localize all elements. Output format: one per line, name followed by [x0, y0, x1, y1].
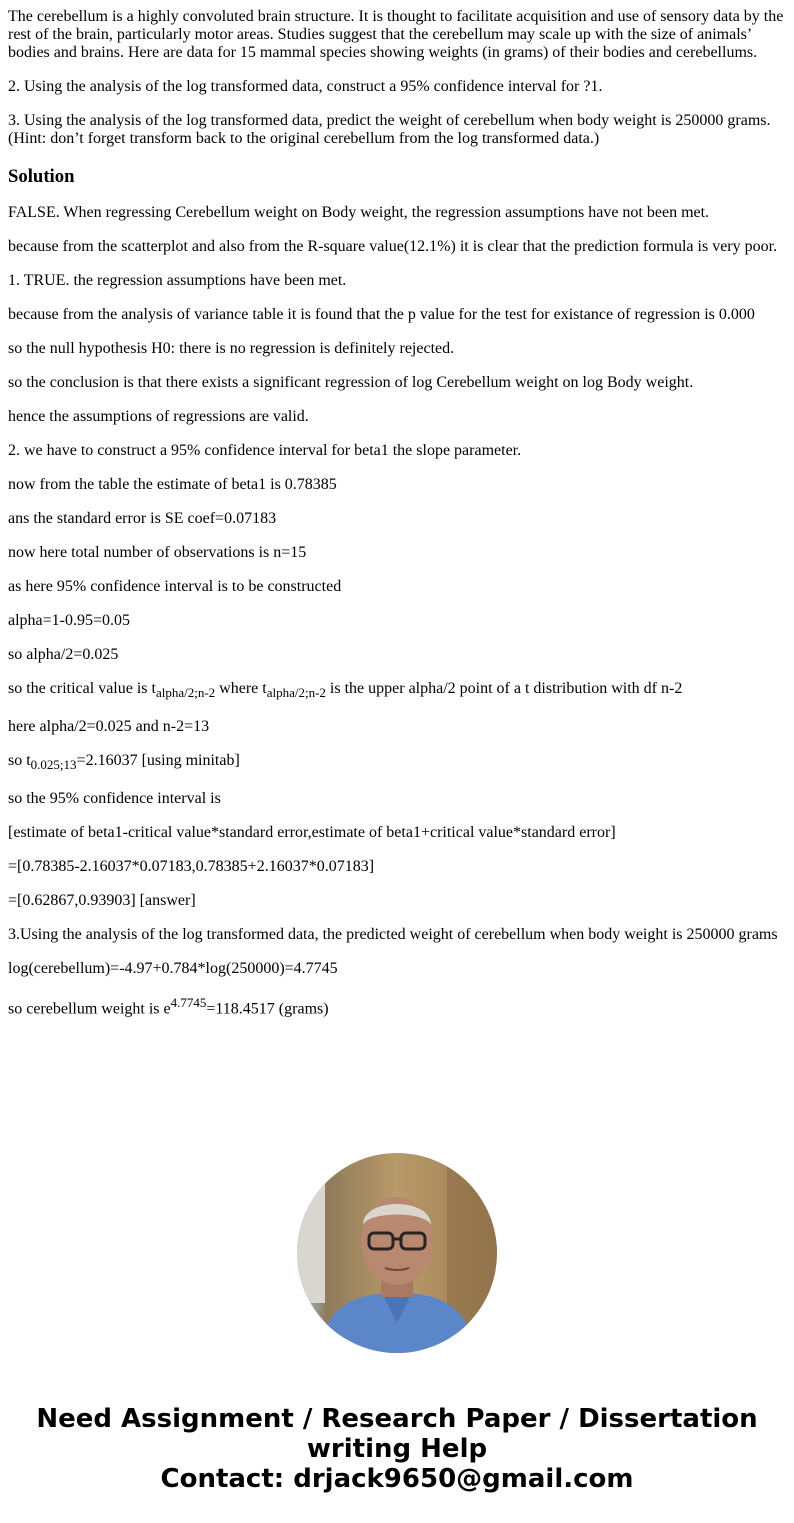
- ci-line: log(cerebellum)=-4.97+0.784*log(250000)=4.7745: [8, 960, 338, 978]
- banner-line-2: writing Help: [306, 1434, 488, 1464]
- solution-heading: Solution: [8, 166, 75, 187]
- solution-line: because from the analysis of variance table it is found that the p value for the test for existance of regression is 0.000: [8, 306, 755, 323]
- banner-line-1: Need Assignment / Research Paper / Dissertation: [36, 1404, 758, 1434]
- solution-line: FALSE. When regressing Cerebellum weight on Body weight, the regression assumptions have not been met.: [8, 204, 710, 221]
- critical-mid: where t: [215, 680, 267, 697]
- t-value-sub: 0.025;13: [30, 757, 77, 773]
- banner-contact-email: Contact: drjack9650@gmail.com: [160, 1464, 634, 1494]
- ci-line: 3.Using the analysis of the log transformed data, the predicted weight of cerebellum when body weight is 250000 grams: [8, 926, 778, 944]
- ci-line: so the 95% confidence interval is: [8, 790, 221, 808]
- ci-line: [estimate of beta1-critical value*standard error,estimate of beta1+critical value*standard error]: [8, 824, 616, 842]
- solution-line: as here 95% confidence interval is to be constructed: [8, 578, 342, 595]
- contact-banner: [0, 1404, 794, 1494]
- critical-value-line: [8, 680, 786, 702]
- t-value-pre: so t: [8, 752, 31, 770]
- solution-line: so the conclusion is that there exists a significant regression of log Cerebellum weight on log Body weight.: [8, 374, 694, 391]
- author-avatar: [297, 1153, 497, 1353]
- solution-line: so the null hypothesis H0: there is no regression is definitely rejected.: [8, 340, 455, 357]
- df-line: here alpha/2=0.025 and n-2=13: [8, 718, 210, 736]
- avatar-portrait-icon: [297, 1153, 497, 1353]
- solution-line: hence the assumptions of regressions are valid.: [8, 408, 309, 425]
- solution-line: now from the table the estimate of beta1 is 0.78385: [8, 476, 337, 493]
- critical-sub-2: alpha/2;n-2: [266, 685, 326, 701]
- solution-line: so alpha/2=0.025: [8, 646, 119, 663]
- solution-line: now here total number of observations is n=15: [8, 544, 307, 561]
- question-intro: The cerebellum is a highly convoluted brain structure. It is thought to facilitate acquisition and use of sensory data by the rest of the brain, particularly motor areas. Studies suggest that the cerebellum may scale up with the size of animals’ bodies and brains. Here are data for 15 mammal species showing weights (in grams) of their bodies and cerebellums.: [8, 8, 784, 61]
- final-sup: 4.7745: [170, 995, 207, 1011]
- solution-line: because from the scatterplot and also from the R-square value(12.1%) it is clear that the prediction formula is very poor.: [8, 238, 778, 255]
- solution-line: ans the standard error is SE coef=0.07183: [8, 510, 277, 527]
- critical-sub-1: alpha/2;n-2: [155, 685, 216, 701]
- question-3: 3. Using the analysis of the log transformed data, predict the weight of cerebellum when body weight is 250000 grams. (Hint: don’t forget transform back to the original cerebellum from the log transformed data.): [8, 112, 771, 147]
- solution-line: alpha=1-0.95=0.05: [8, 612, 131, 629]
- t-value-post: =2.16037 [using minitab]: [76, 752, 240, 770]
- solution-line: 1. TRUE. the regression assumptions have been met.: [8, 272, 347, 289]
- ci-line: =[0.62867,0.93903] [answer]: [8, 892, 196, 910]
- solution-line: 2. we have to construct a 95% confidence interval for beta1 the slope parameter.: [8, 442, 522, 459]
- final-post: =118.4517 (grams): [206, 1000, 329, 1018]
- final-pre: so cerebellum weight is e: [8, 1000, 171, 1018]
- final-answer-line: [8, 994, 786, 1018]
- critical-pre: so the critical value is t: [8, 680, 156, 697]
- ci-line: =[0.78385-2.16037*0.07183,0.78385+2.16037*0.07183]: [8, 858, 375, 876]
- t-value-line: [8, 752, 786, 774]
- question-2: 2. Using the analysis of the log transformed data, construct a 95% confidence interval for ?1.: [8, 78, 603, 95]
- critical-post: is the upper alpha/2 point of a t distribution with df n-2: [325, 680, 683, 697]
